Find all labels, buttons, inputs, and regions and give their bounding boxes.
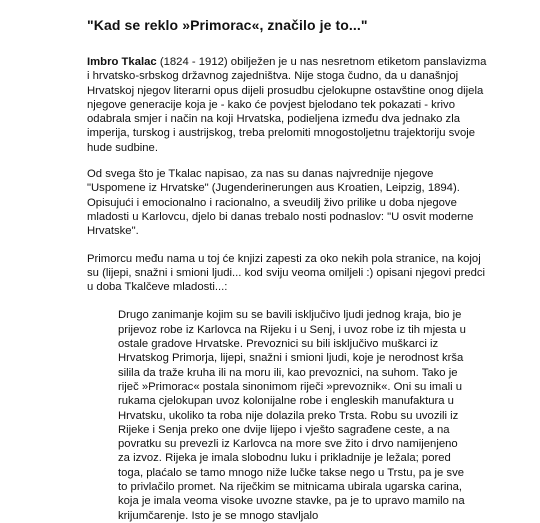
intro-text: (1824 - 1912) obilježen je u nas nesretnom etiketom panslavizma i hrvatsko-srbskog državnog zajedništva. Nije stoga čudno, da u današnjoj Hrvatskoj njegov literarni opus dijeli prosudbu cjelokupne ostavštine onog dijela njegove generacije koja je - kako će povjest bjelodano tek pokazati - krivo odabrala smjer i način na koji Hrvatska, podieljena između dva jednako zla imperija, turskog i austrijskog, treba prelomiti mnogostoljetnu trajektoriju svoje hude sudbine. (87, 56, 487, 154)
tkalac-quote (118, 308, 468, 522)
article (87, 0, 489, 523)
author-name: Imbro Tkalac (87, 56, 157, 68)
memoir-paragraph: Od svega što je Tkalac napisao, za nas su danas najvrednije njegove "Uspomene iz Hrvatske" (Jugenderinerungen aus Kroatien, Leipzig, 1894). Opisujući i emocionalno i racionalno, a sveudilj živo prilike u doba njegove mladosti u Karlovcu, djelo bi danas trebalo nosti podnaslov: "U osvit moderne Hrvatske". (87, 168, 474, 238)
article-title: "Kad se reklo »Primorac«, značilo je to..." (87, 17, 368, 33)
primorac-paragraph: Primorcu među nama u toj će knjizi zapesti za oko nekih pola stranice, na kojoj su (lijepi, snažni i smioni ljudi... kod sviju veoma omiljeli :) opisani njegovi predci u doba Tkalčeve mladosti...: (87, 252, 486, 294)
intro-paragraph (87, 55, 489, 155)
quote-text: Drugo zanimanje kojim su se bavili isključivo ljudi jednog kraja, bio je prijevoz robe iz Karlovca na Rijeku i u Senj, i uvoz robe iz tih mjesta u ostale gradove Hrvatske. Prevoznici su bili isključivo muškarci iz Hrvatskog Primorja, lijepi, snažni i smioni ljudi, koje je nerodnost krša silila da traže kruha ili na moru ili, kao prevoznici, na suhom. Tako je riječ »Primorac« postala sinonimom riječi »prevoznik«. Oni su imali u rukama cjelokupan uvoz kolonijalne robe i engleskih manufaktura u Hrvatsku, ukoliko ta roba nije dolazila preko Trsta. Robu su uvozili iz Rijeke i Senja preko one dvije lijepo i vješto sagrađene ceste, a na povratku su prevezli iz Karlovca na more sve žito i drvo namijenjeno za izvoz. Rijeka je imala slobodnu luku i prikladnije je ležala; pored toga, plaćalo se tamo mnogo niže lučke takse nego u Trstu, pa je sve to privlačilo promet. Na riječkim se mitnicama ubirala ugarska carina, koja je imala veoma visoke uvozne stavke, pa je to upravo mamilo na krijumčarenje. Isto je se mnogo stavljalo (118, 309, 466, 522)
